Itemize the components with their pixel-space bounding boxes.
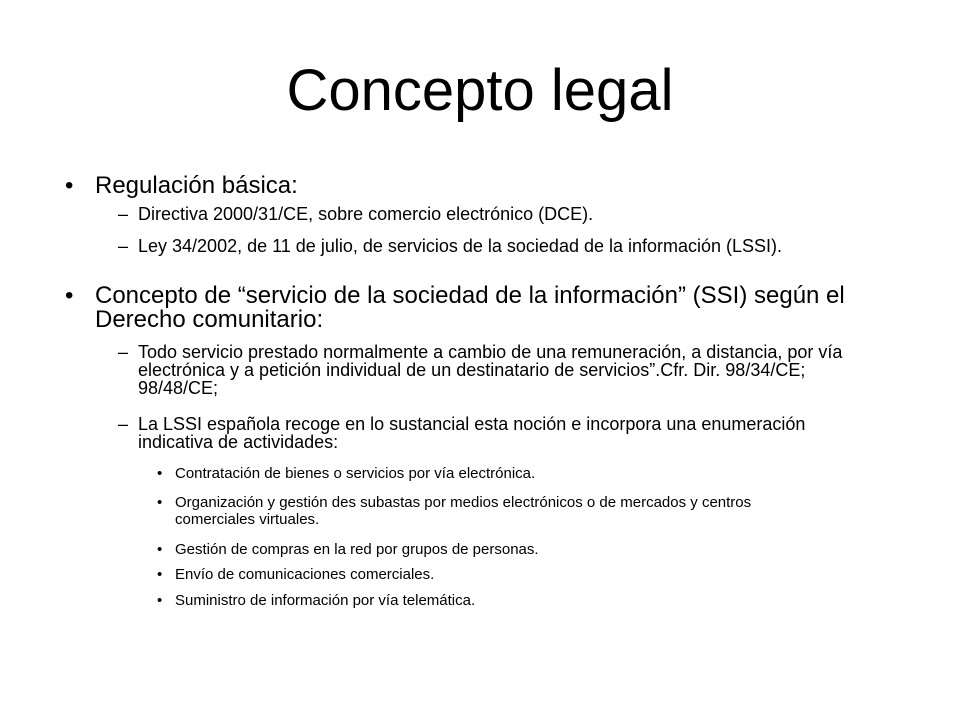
bullet-marker: •	[157, 592, 163, 609]
sub-sub-bullet-text: Contratación de bienes o servicios por vía electrónica.	[175, 465, 536, 482]
sub-bullet-text: La LSSI española recoge en lo sustancial esta noción e incorpora una enumeración indicativa de actividades:	[138, 414, 806, 452]
sub-bullet-text: Ley 34/2002, de 11 de julio, de servicios de la sociedad de la información (LSSI).	[138, 236, 783, 256]
bullet-marker: •	[157, 494, 163, 511]
sub-sub-bullet-text: Envío de comunicaciones comerciales.	[175, 566, 435, 583]
bullet-marker: •	[157, 566, 163, 583]
slide-title: Concepto legal	[286, 58, 674, 123]
dash-marker: –	[118, 414, 129, 434]
dash-marker: –	[118, 204, 129, 224]
bullet-marker: •	[65, 172, 74, 199]
dash-marker: –	[118, 342, 129, 362]
dash-marker: –	[118, 236, 129, 256]
bullet-marker: •	[65, 282, 74, 309]
bullet-marker: •	[157, 465, 163, 482]
sub-sub-bullet-text: Gestión de compras en la red por grupos de personas.	[175, 541, 539, 558]
bullet-text: Concepto de “servicio de la sociedad de la información” (SSI) según el Derecho comunitario:	[95, 282, 845, 333]
bullet-text: Regulación básica:	[95, 172, 298, 199]
sub-sub-bullet-text: Suministro de información por vía telemática.	[175, 592, 476, 609]
sub-bullet-text: Todo servicio prestado normalmente a cambio de una remuneración, a distancia, por vía electrónica y a petición individual de un destinatario de servicios”.Cfr. Dir. 98/34/CE; 98/48/CE;	[138, 342, 843, 398]
sub-sub-bullet-text: Organización y gestión des subastas por medios electrónicos o de mercados y centros comerciales virtuales.	[175, 494, 752, 528]
bullet-marker: •	[157, 541, 163, 558]
sub-bullet-text: Directiva 2000/31/CE, sobre comercio electrónico (DCE).	[138, 204, 594, 224]
